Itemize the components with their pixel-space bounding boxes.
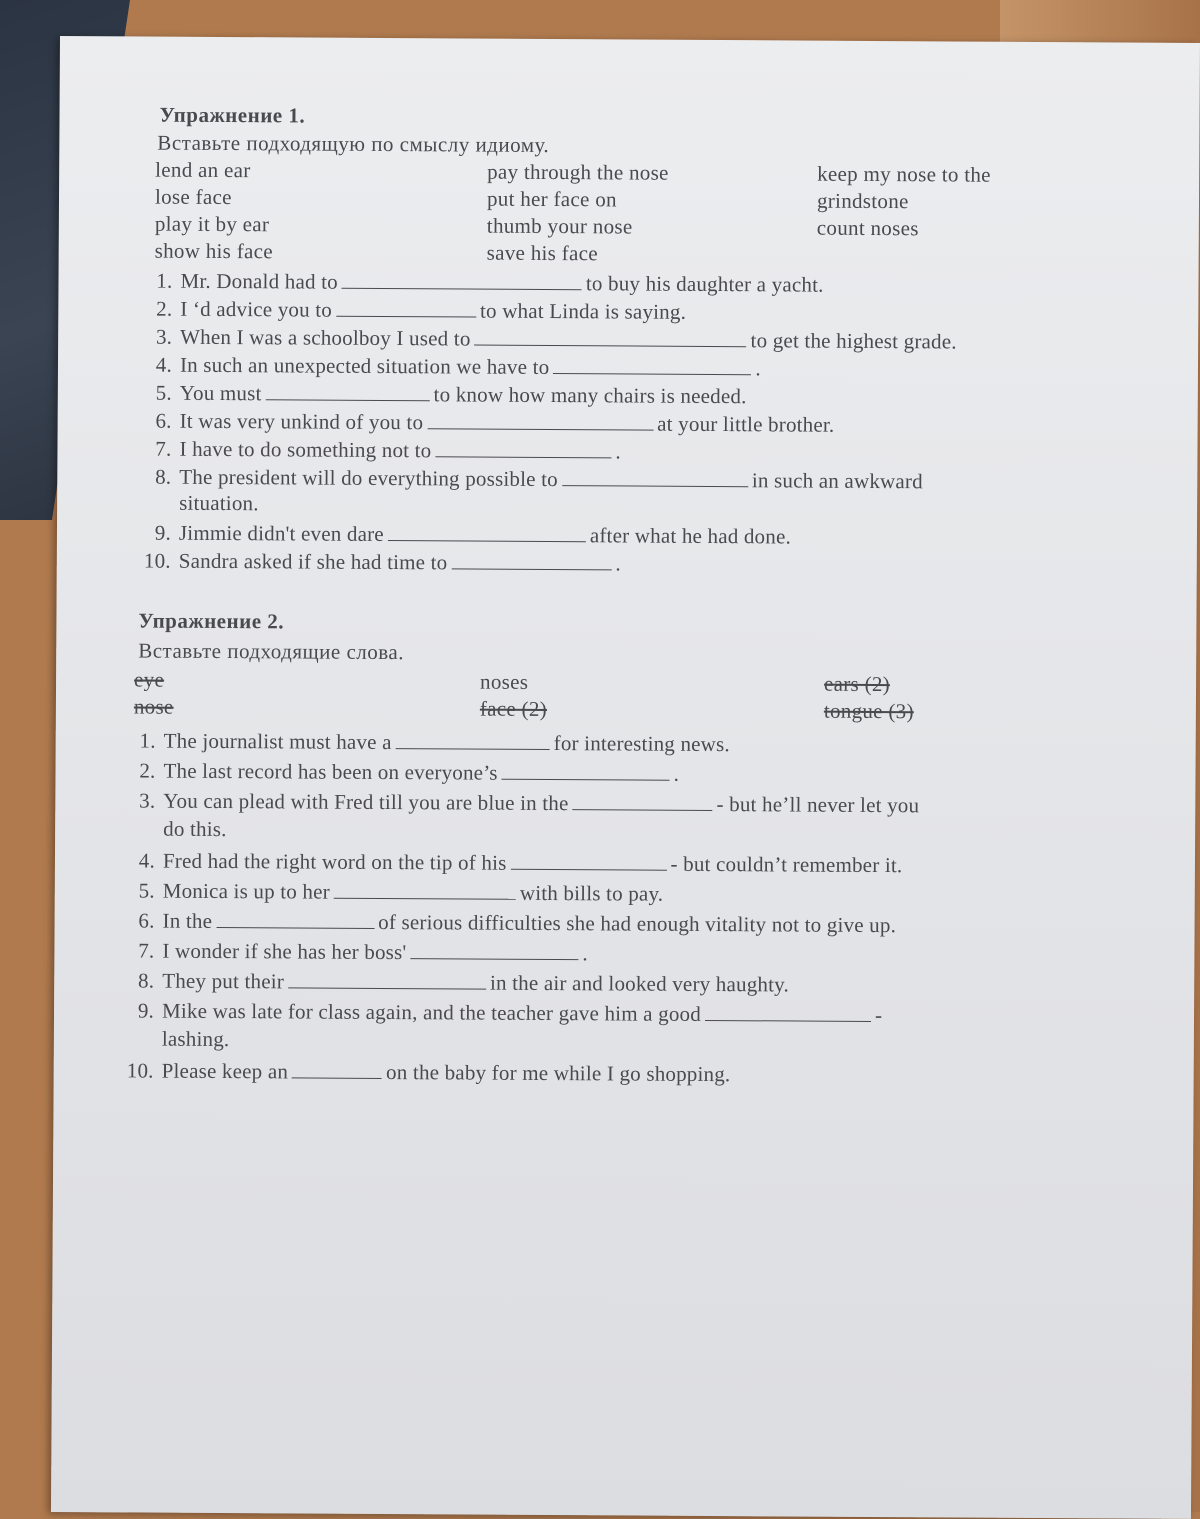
exercise-1-instruction: Вставьте подходящую по смыслу идиому. [157, 130, 550, 157]
sentence-text-after: to get the highest grade. [750, 328, 957, 354]
sentence-item [121, 786, 919, 851]
sentence-text-before: Sandra asked if she had time to [178, 548, 448, 575]
sentence-text-before: The president will do everything possible to [179, 464, 558, 492]
sentence-text-after: for interesting news. [553, 731, 730, 757]
exercise-2-title: Упражнение 2. [138, 608, 285, 634]
sentence-number: 5. [138, 878, 155, 903]
sentence-number: 9. [137, 998, 155, 1023]
sentence-continuation: do this. [163, 816, 227, 842]
sentence-text-after: . [755, 356, 761, 381]
word-bank-item: count noses [816, 215, 919, 241]
sentence-item [121, 876, 919, 911]
sentence-text-before: I have to do something not to [179, 436, 432, 463]
answer-blank[interactable] [435, 436, 611, 458]
sentence-number: 8. [155, 464, 172, 489]
sentence-number: 7. [138, 938, 155, 963]
sentence-text-after: - [874, 1002, 883, 1028]
sentence-text-after: - but couldn’t remember it. [670, 851, 903, 878]
sentence-number: 1. [139, 728, 156, 753]
sentence-text-before: Fred had the right word on the tip of his [162, 848, 507, 875]
word-bank-item: play it by ear [154, 211, 270, 237]
sentence-item [120, 936, 918, 971]
sentence-continuation: lashing. [161, 1026, 230, 1052]
answer-blank[interactable] [216, 907, 374, 929]
sentence-text-after: . [673, 761, 680, 786]
sentence-item [120, 1056, 918, 1091]
word-bank-item: thumb your nose [486, 213, 633, 239]
word-bank-col-3 [817, 161, 991, 243]
word-bank-item: show his face [154, 238, 273, 264]
exercise-1-title: Упражнение 1. [159, 102, 306, 128]
sentence-number: 6. [155, 408, 172, 433]
sentence-item [120, 966, 918, 1001]
sentence-text-before: I ‘d advice you to [180, 296, 333, 322]
sentence-number: 9. [154, 520, 172, 545]
answer-blank[interactable] [334, 878, 516, 900]
answer-blank[interactable] [562, 465, 748, 487]
sentence-text-after: . [615, 551, 621, 576]
word-bank-col-2 [487, 159, 669, 268]
sentence-text-before: It was very unkind of you to [179, 408, 424, 435]
word-bank-item: nose [133, 694, 174, 719]
sentence-text-before: The journalist must have a [163, 728, 392, 755]
word-bank-item: ears (2) [823, 671, 891, 697]
sentence-number: 10. [143, 548, 171, 573]
sentence-number: 5. [155, 380, 172, 405]
sentence-text-after: after what he had done. [589, 523, 792, 549]
word-bank-item: save his face [486, 240, 598, 266]
sentence-number: 1. [156, 268, 173, 293]
sentence-text-before: Monica is up to her [162, 878, 330, 904]
sentence-text-before: You can plead with Fred till you are blue in the [163, 788, 569, 816]
sentence-number: 4. [138, 848, 156, 873]
sentence-item [121, 906, 919, 941]
sentence-text-after: at your little brother. [657, 411, 835, 437]
answer-blank[interactable] [451, 548, 611, 570]
answer-blank[interactable] [705, 1000, 871, 1022]
word-bank-item: noses [479, 669, 529, 694]
sentence-text-before: In such an unexpected situation we have to [179, 352, 550, 379]
sentence-number: 4. [155, 352, 173, 377]
word-bank-col-1 [155, 157, 274, 266]
sentence-number: 7. [155, 436, 172, 461]
worksheet-paper [51, 36, 1200, 1519]
sentence-text-before: I wonder if she has her boss' [162, 938, 407, 965]
word-bank-item: keep my nose to the [817, 161, 991, 187]
sentence-text-after: of serious difficulties she had enough vitality not to give up. [378, 909, 897, 938]
sentence-number: 3. [155, 324, 173, 349]
sentence-number: 3. [139, 788, 156, 813]
word-bank-col-3 [824, 671, 914, 726]
sentence-text-before: Mike was late for class again, and the teacher gave him a good [161, 998, 702, 1026]
word-bank-col-1 [134, 666, 174, 720]
sentence-text-before: In the [162, 908, 213, 933]
answer-blank[interactable] [342, 268, 582, 290]
answer-blank[interactable] [475, 325, 747, 348]
answer-blank[interactable] [510, 849, 666, 871]
word-bank-item: eye [133, 667, 165, 692]
sentence-continuation: situation. [179, 490, 259, 516]
answer-blank[interactable] [336, 296, 476, 318]
sentence-number: 10. [126, 1058, 154, 1083]
sentence-item [121, 846, 919, 881]
answer-blank[interactable] [427, 408, 653, 430]
word-bank-item: face (2) [479, 696, 548, 721]
sentence-item [122, 726, 920, 761]
sentence-number: 2. [139, 758, 156, 783]
exercise-2-sentences [120, 726, 920, 1091]
answer-blank[interactable] [502, 759, 670, 781]
word-bank-item: lend an ear [155, 157, 251, 183]
answer-blank[interactable] [266, 379, 430, 401]
exercise-1-sentences [137, 266, 957, 579]
sentence-item [137, 462, 956, 523]
answer-blank[interactable] [388, 520, 586, 542]
word-bank-item: pay through the nose [487, 159, 669, 185]
sentence-text-after: to know how many chairs is needed. [433, 382, 747, 409]
sentence-text-after: . [615, 439, 621, 464]
answer-blank[interactable] [292, 1057, 382, 1079]
answer-blank[interactable] [573, 789, 713, 811]
sentence-text-before: When I was a schoolboy I used to [180, 324, 471, 351]
sentence-number: 2. [156, 296, 173, 321]
sentence-number: 8. [138, 968, 155, 993]
sentence-text-after: to buy his daughter a yacht. [585, 271, 824, 297]
sentence-text-after: in the air and looked very haughty. [489, 970, 790, 997]
sentence-text-before: Jimmie didn't even dare [178, 520, 384, 546]
sentence-number: 6. [138, 908, 155, 933]
word-bank-item: lose face [154, 184, 232, 210]
sentence-text-after: in such an awkward [751, 468, 923, 494]
sentence-text-before: The last record has been on everyone’s [163, 758, 498, 785]
sentence-text-after: with bills to pay. [519, 880, 664, 906]
sentence-text-before: Mr. Donald had to [180, 268, 338, 294]
sentence-item [120, 996, 918, 1061]
answer-blank[interactable] [288, 967, 486, 989]
sentence-item [137, 546, 956, 579]
word-bank-item: put her face on [486, 186, 617, 212]
answer-blank[interactable] [553, 353, 751, 375]
sentence-item [121, 756, 919, 791]
answer-blank[interactable] [410, 938, 578, 960]
sentence-text-before: Please keep an [161, 1058, 289, 1084]
sentence-text-after: to what Linda is saying. [479, 298, 687, 324]
sentence-text-after: on the baby for me while I go shopping. [386, 1060, 731, 1087]
word-bank-col-2 [480, 669, 547, 723]
word-bank-item: grindstone [816, 188, 909, 214]
exercise-2-instruction: Вставьте подходящие слова. [138, 638, 405, 665]
sentence-text-before: You must [179, 380, 262, 406]
word-bank-item: tongue (3) [823, 698, 914, 724]
sentence-text-after: . [582, 941, 588, 966]
sentence-text-before: They put their [162, 968, 285, 994]
sentence-text-after: - but he’ll never let you [716, 792, 920, 818]
answer-blank[interactable] [396, 728, 550, 750]
